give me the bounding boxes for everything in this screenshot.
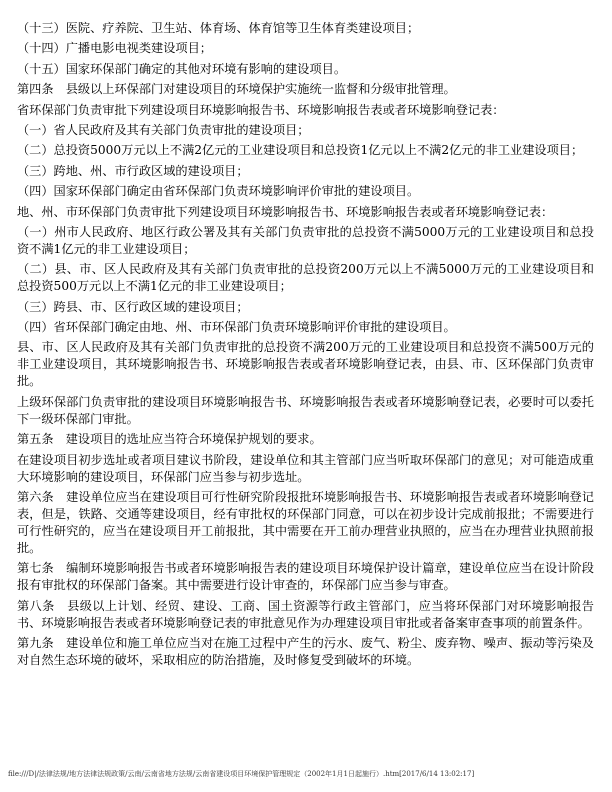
paragraph: 地、州、市环保部门负责审批下列建设项目环境影响报告书、环境影响报告表或者环境影响登记表： — [17, 204, 554, 219]
paragraph: （二）总投资5000万元以上不满2亿元的工业建设项目和总投资1亿元以上不满2亿元的非工业建设项目； — [17, 143, 584, 158]
paragraph: （一）省人民政府及其有关部门负责审批的建设项目； — [17, 122, 310, 137]
paragraph: 第四条 县级以上环保部门对建设项目的环境保护实施统一监督和分级审批管理。 — [17, 82, 456, 97]
paragraph: （十五）国家环保部门确定的其他对环境有影响的建设项目。 — [17, 61, 347, 76]
paragraph: 上级环保部门负责审批的建设项目环境影响报告书、环境影响报告表或者环境影响登记表，必要时可以委托下一级环保部门审批。 — [17, 394, 594, 426]
paragraph: （四）省环保部门确定由地、州、市环保部门负责环境影响评价审批的建设项目。 — [17, 320, 456, 335]
paragraph: 在建设项目初步选址或者项目建议书阶段，建设单位和其主管部门应当听取环保部门的意见；对可能造成重大环境影响的建设项目，环保部门应当参与初步选址。 — [17, 452, 594, 484]
paragraph: 第五条 建设项目的选址应当符合环境保护规划的要求。 — [17, 432, 322, 447]
document-body — [17, 20, 594, 673]
paragraph: （二）县、市、区人民政府及其有关部门负责审批的总投资200万元以上不满5000万元的工业建设项目和总投资500万元以上不满1亿元的非工业建设项目； — [17, 262, 594, 294]
paragraph: 第七条 编制环境影响报告书或者环境影响报告表的建设项目环境保护设计篇章，建设单位应当在设计阶段报有审批权的环保部门备案。其中需要进行设计审查的，环保部门应当参与审查。 — [17, 561, 594, 593]
paragraph: 第八条 县级以上计划、经贸、建设、工商、国土资源等行政主管部门，应当将环保部门对环境影响报告书、环境影响报告表或者环境影响登记表的审批意见作为办理建设项目审批或者备案审查事项的前置条件。 — [17, 598, 594, 630]
footer-file-path: file:///D|/法律法规/地方法律法规政策/云南/云南省地方法规/云南省建设项目环境保护管理规定（2002年1月1日起施行）.htm[2017/6/14 13:02:17] — [8, 770, 475, 778]
paragraph: 第九条 建设单位和施工单位应当对在施工过程中产生的污水、废气、粉尘、废弃物、噪声、振动等污染及对自然生态环境的破坏，采取相应的防治措施，及时修复受到破坏的环境。 — [17, 636, 594, 668]
paragraph: （四）国家环保部门确定由省环保部门负责环境影响评价审批的建设项目。 — [17, 184, 420, 199]
paragraph: 第六条 建设单位应当在建设项目可行性研究阶段报批环境影响报告书、环境影响报告表或者环境影响登记表，但是，铁路、交通等建设项目，经有审批权的环保部门同意，可以在初步设计完成前报批；不需要进行可行性研究的，应当在建设项目开工前报批，其中需要在开工前办理营业执照的，应当在办理营业执照前报批。 — [17, 490, 594, 556]
paragraph: 省环保部门负责审批下列建设项目环境影响报告书、环境影响报告表或者环境影响登记表： — [17, 102, 505, 117]
paragraph: （一）州市人民政府、地区行政公署及其有关部门负责审批的总投资不满5000万元的工业建设项目和总投资不满1亿元的非工业建设项目； — [17, 224, 594, 256]
paragraph: （十四）广播电影电视类建设项目； — [17, 41, 212, 56]
paragraph: （三）跨地、州、市行政区域的建设项目； — [17, 163, 249, 178]
paragraph: （三）跨县、市、区行政区域的建设项目； — [17, 299, 249, 314]
paragraph: 县、市、区人民政府及其有关部门负责审批的总投资不满200万元的工业建设项目和总投资不满500万元的非工业建设项目，其环境影响报告书、环境影响报告表或者环境影响登记表，由县、市、区环保部门负责审批。 — [17, 340, 594, 389]
paragraph: （十三）医院、疗养院、卫生站、体育场、体育馆等卫生体育类建设项目； — [17, 21, 420, 35]
